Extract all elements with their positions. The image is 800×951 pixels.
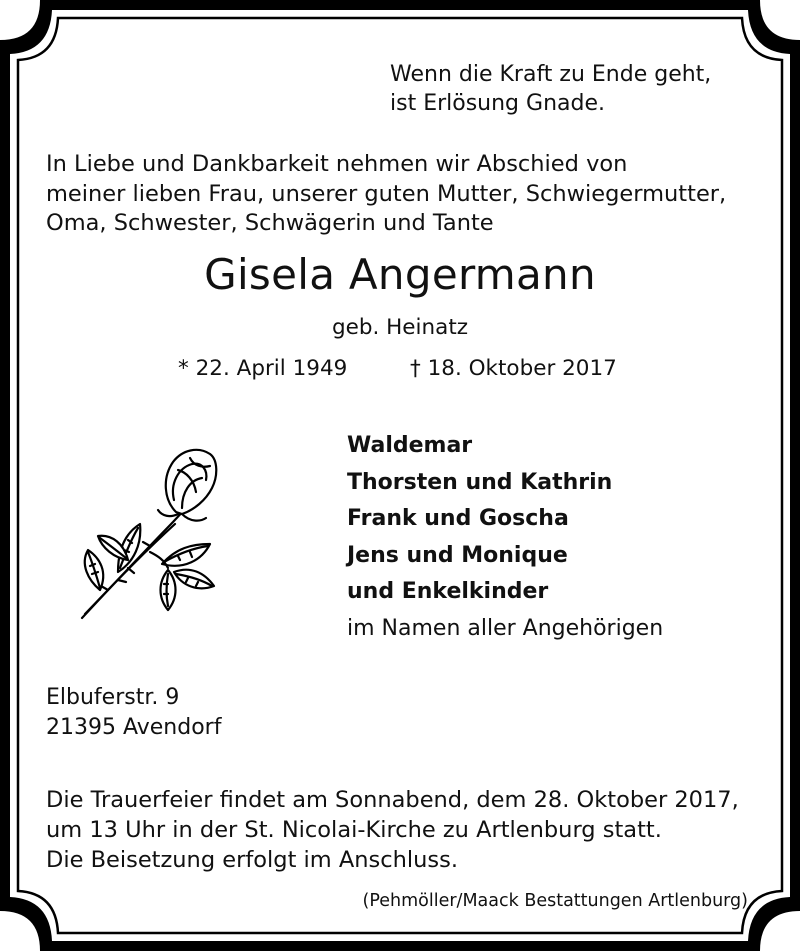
address-city: 21395 Avendorf [46, 715, 222, 740]
mourner-name: Frank und Goscha [347, 506, 569, 531]
mourner-name: und Enkelkinder [347, 579, 549, 604]
verse [390, 60, 711, 118]
funeral-line: Die Trauerfeier findet am Sonnabend, dem 28. Oktober 2017, [46, 787, 739, 813]
undertaker-credit: (Pehmöller/Maack Bestattungen Artlenburg) [362, 891, 748, 911]
funeral-line: Die Beisetzung erfolgt im Anschluss. [46, 847, 458, 873]
verse-line: Wenn die Kraft zu Ende geht, [390, 62, 712, 87]
mourner-name: Jens und Monique [347, 542, 568, 568]
mourner-name: Waldemar [347, 433, 473, 458]
rose-icon [78, 440, 228, 625]
birth-name: geb. Heinatz [331, 315, 469, 340]
funeral-info [46, 785, 739, 875]
intro-line: meiner lieben Frau, unserer guten Mutter, Schwiegermutter, [46, 180, 727, 207]
birth-date: * 22. April 1949 [178, 356, 348, 381]
intro-line: Oma, Schwester, Schwägerin und Tante [46, 210, 494, 236]
mourner-name: Thorsten und Kathrin [347, 469, 613, 495]
mourners-note: im Namen aller Angehörigen [347, 615, 664, 641]
address [46, 683, 221, 743]
verse-line: ist Erlösung Gnade. [390, 91, 605, 116]
mourners-list [347, 428, 663, 647]
intro-text [46, 150, 726, 239]
funeral-line: um 13 Uhr in der St. Nicolai-Kirche zu Artlenburg statt. [46, 817, 662, 843]
death-date: † 18. Oktober 2017 [410, 356, 617, 381]
address-street: Elbuferstr. 9 [46, 685, 180, 710]
deceased-name: Gisela Angermann [204, 250, 596, 299]
intro-line: In Liebe und Dankbarkeit nehmen wir Abschied von [46, 151, 628, 177]
